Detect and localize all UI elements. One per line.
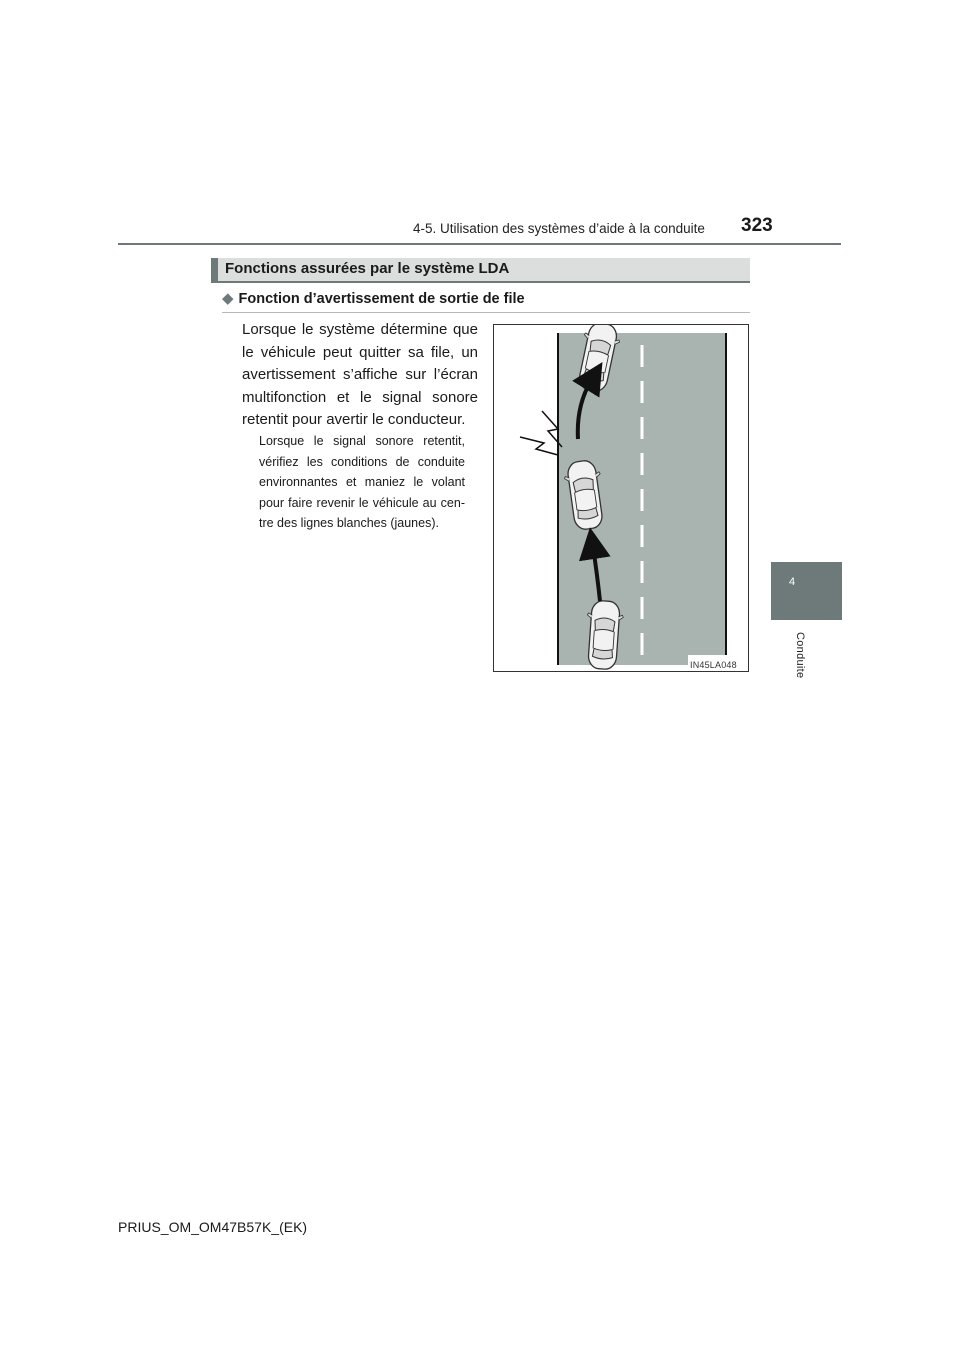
header-section-path: 4-5. Utilisation des systèmes d’aide à la conduite: [413, 221, 705, 236]
subsection-rule: [222, 312, 750, 313]
chapter-tab[interactable]: [771, 562, 842, 620]
page-number: 323: [741, 215, 773, 236]
lane-departure-figure: [493, 324, 749, 672]
chapter-label: Conduite: [794, 632, 806, 679]
chapter-number: 4: [789, 576, 796, 588]
section-marker: [211, 258, 218, 281]
diamond-icon: ◆: [222, 290, 234, 307]
subsection-title: Fonction d’avertissement de sortie de file: [238, 291, 525, 307]
warning-zigzag-lower: [520, 437, 558, 455]
subsection-heading: [222, 289, 525, 307]
body-paragraph: Lorsque le système détermine que le véhicule peut quitter sa file, un avertissement s’affiche sur l’écran multifonction et le signal sonore retentit pour avertir le conducteur.: [242, 321, 478, 428]
header-rule: [118, 243, 841, 245]
note-paragraph: Lorsque le signal sonore retentit, vérifiez les conditions de conduite environnantes et maniez le volant pour faire revenir le véhicule au cen-tre des lignes blanches (jaunes).: [259, 434, 465, 530]
section-heading-bar: [211, 258, 750, 283]
figure-code: IN45LA048: [690, 660, 737, 670]
footer-document-id: PRIUS_OM_OM47B57K_(EK): [118, 1219, 308, 1235]
section-title: Fonctions assurées par le système LDA: [225, 260, 510, 277]
lane-departure-illustration: [494, 325, 749, 672]
